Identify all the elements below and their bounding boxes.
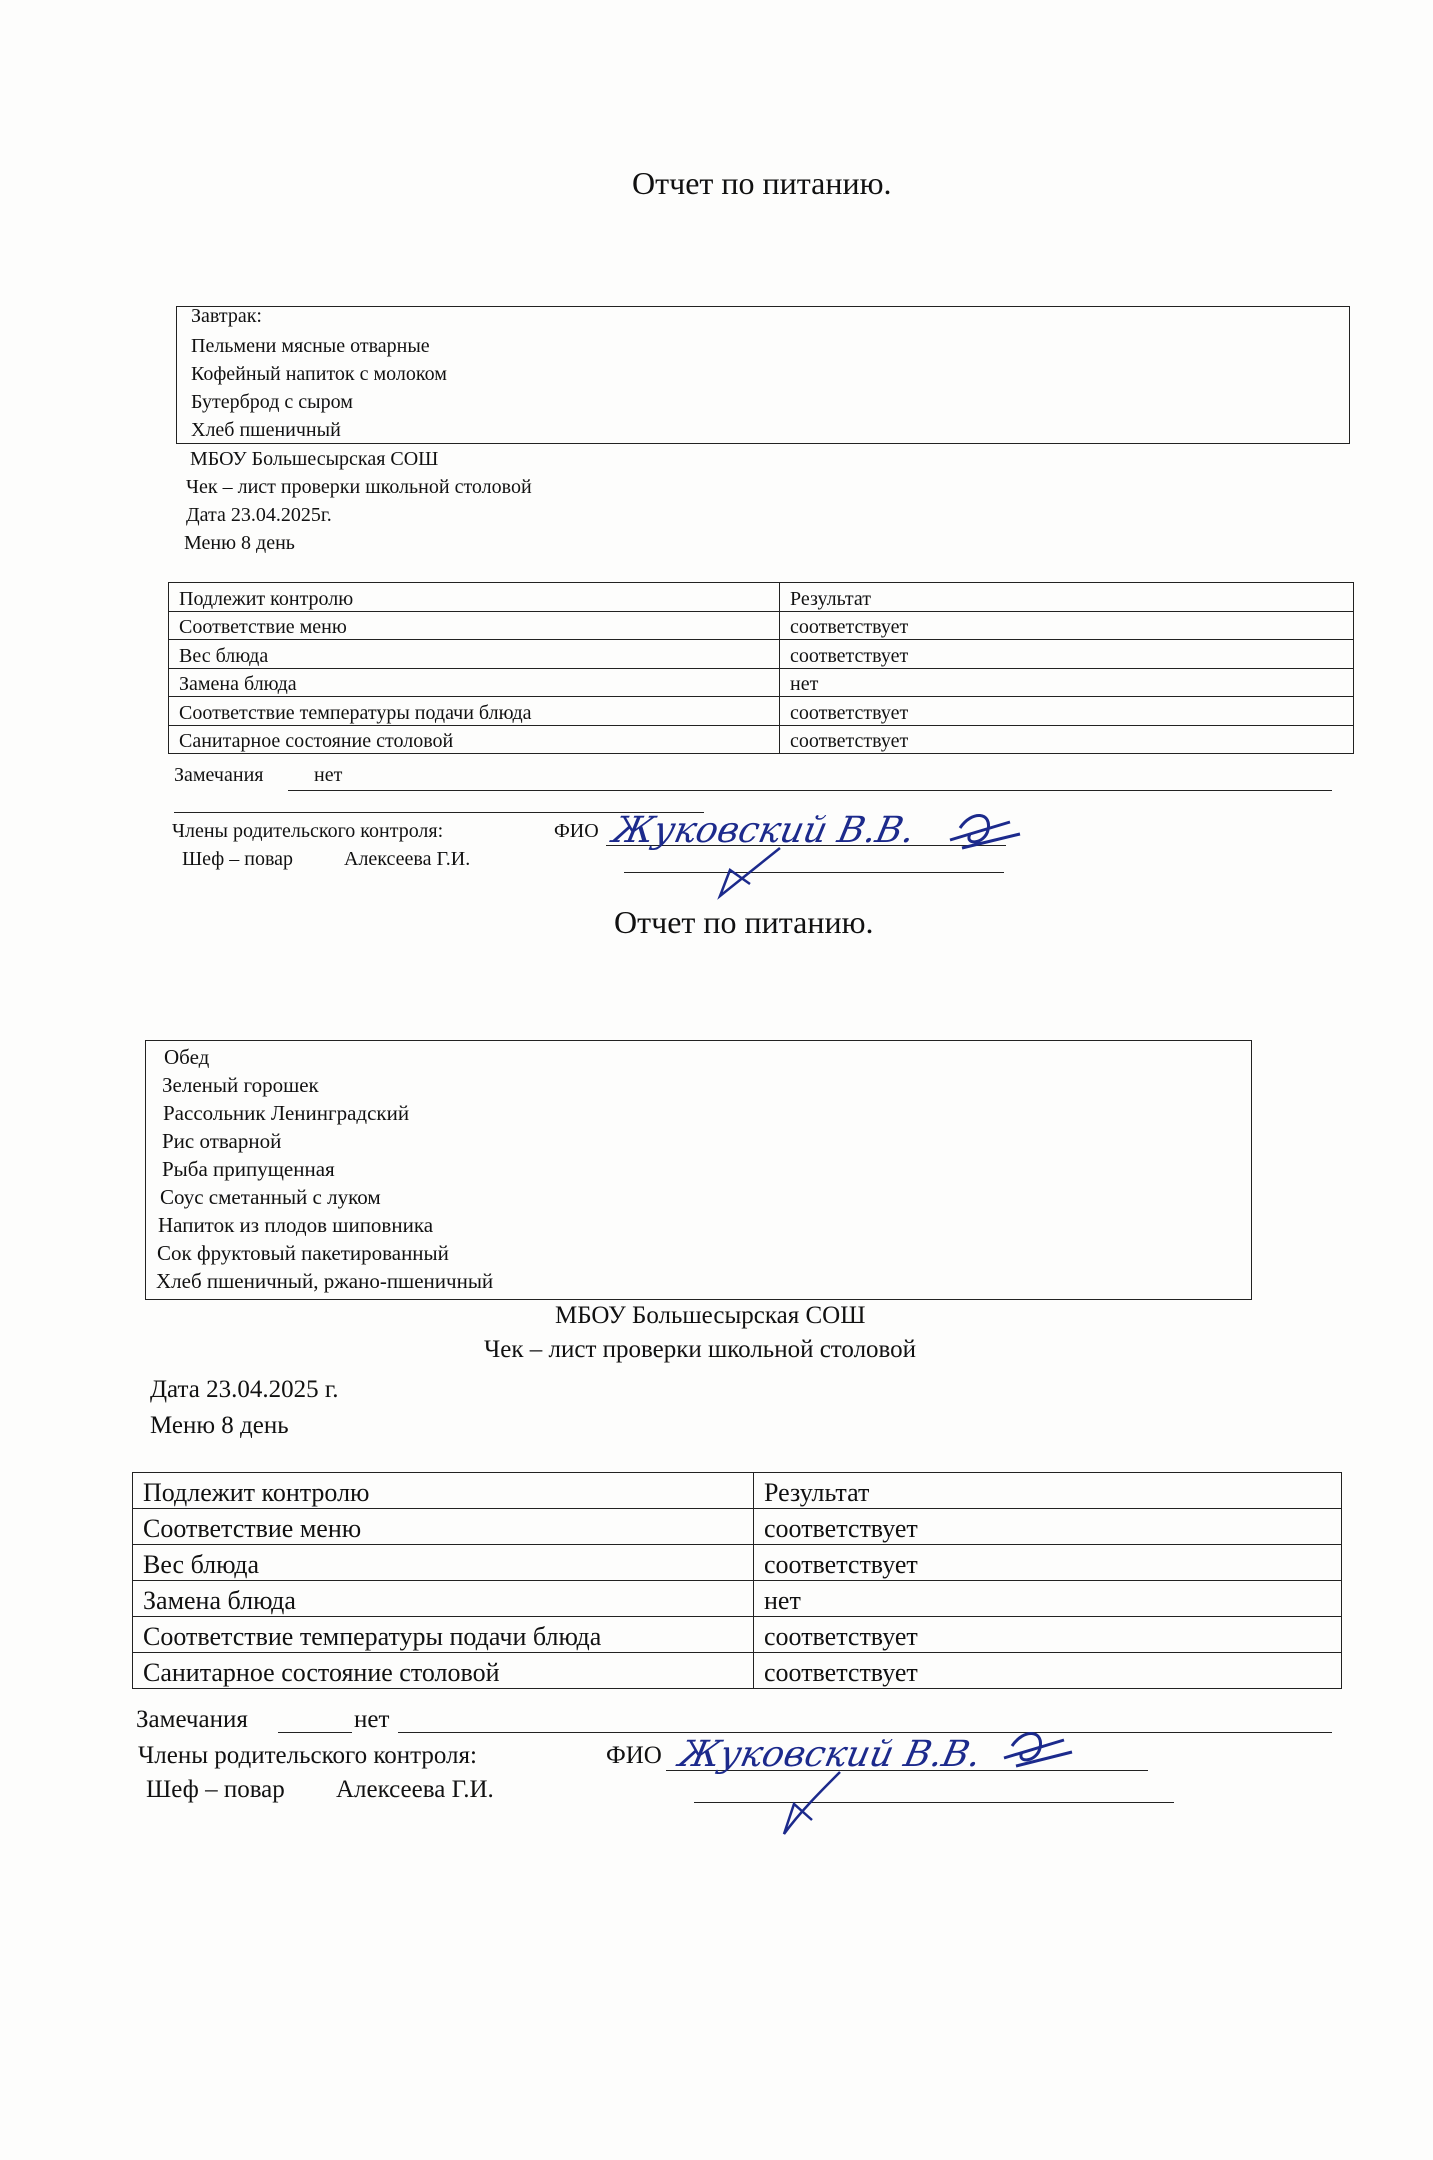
table-row bbox=[169, 697, 1354, 726]
table-row bbox=[169, 611, 1354, 640]
school-name: МБОУ Большесырская СОШ bbox=[555, 1302, 866, 1329]
table-header-row bbox=[169, 583, 1354, 612]
menu-item: Кофейный напиток с молоком bbox=[191, 363, 447, 385]
table-cell: Вес блюда bbox=[169, 640, 780, 669]
table-cell: соответствует bbox=[780, 697, 1354, 726]
menu-item: Соус сметанный с луком bbox=[160, 1185, 381, 1209]
remarks-underline bbox=[278, 1732, 352, 1733]
header-cell: Подлежит контролю bbox=[169, 583, 780, 612]
menu-item: Напиток из плодов шиповника bbox=[158, 1213, 434, 1237]
menu-item: Сок фруктовый пакетированный bbox=[157, 1241, 449, 1265]
table-row bbox=[133, 1653, 1342, 1689]
table-cell: Соответствие меню bbox=[133, 1509, 754, 1545]
remarks-label: Замечания bbox=[174, 764, 264, 786]
table-cell: Санитарное состояние столовой bbox=[133, 1653, 754, 1689]
remarks-value: нет bbox=[314, 764, 343, 786]
table-header-row bbox=[133, 1473, 1342, 1509]
chef-name: Алексеева Г.И. bbox=[336, 1776, 494, 1803]
table-cell: Замена блюда bbox=[169, 668, 780, 697]
table-cell: Вес блюда bbox=[133, 1545, 754, 1581]
chef-label: Шеф – повар bbox=[182, 848, 294, 870]
parents-control-label: Члены родительского контроля: bbox=[138, 1742, 477, 1769]
chef-name: Алексеева Г.И. bbox=[344, 848, 471, 870]
school-name: МБОУ Большесырская СОШ bbox=[190, 448, 439, 470]
table-row bbox=[169, 668, 1354, 697]
remarks-underline bbox=[288, 790, 1332, 791]
handwritten-name: Жуковский В.В. bbox=[675, 1732, 986, 1775]
meal-heading: Обед bbox=[164, 1045, 210, 1069]
menu-item: Хлеб пшеничный bbox=[191, 419, 341, 441]
table-cell: соответствует bbox=[754, 1653, 1342, 1689]
table-cell: соответствует bbox=[754, 1617, 1342, 1653]
table-row bbox=[133, 1581, 1342, 1617]
menu-item: Рассольник Ленинградский bbox=[163, 1101, 410, 1125]
table-cell: соответствует bbox=[780, 611, 1354, 640]
table-cell: нет bbox=[780, 668, 1354, 697]
report-title: Отчет по питанию. bbox=[614, 904, 874, 940]
meal-heading: Завтрак: bbox=[191, 305, 262, 327]
table-row bbox=[169, 725, 1354, 754]
table-cell: соответствует bbox=[780, 725, 1354, 754]
checklist-title: Чек – лист проверки школьной столовой bbox=[484, 1336, 917, 1363]
date-line: Дата 23.04.2025г. bbox=[186, 504, 332, 526]
table-cell: Соответствие температуры подачи блюда bbox=[169, 697, 780, 726]
table-cell: соответствует bbox=[754, 1545, 1342, 1581]
table-row bbox=[133, 1545, 1342, 1581]
table-row bbox=[169, 640, 1354, 669]
header-cell: Результат bbox=[754, 1473, 1342, 1509]
lunch-menu-box bbox=[145, 1040, 1252, 1300]
control-table bbox=[132, 1472, 1342, 1689]
menu-item: Хлеб пшеничный, ржано-пшеничный bbox=[156, 1269, 494, 1293]
control-table bbox=[168, 582, 1354, 754]
menu-item: Зеленый горошек bbox=[162, 1073, 319, 1097]
menu-day-line: Меню 8 день bbox=[184, 532, 295, 554]
table-cell: Соответствие меню bbox=[169, 611, 780, 640]
remarks-value: нет bbox=[354, 1706, 390, 1733]
table-cell: соответствует bbox=[780, 640, 1354, 669]
handwritten-signature bbox=[600, 800, 1040, 910]
handwritten-signature bbox=[660, 1716, 1080, 1846]
date-line: Дата 23.04.2025 г. bbox=[150, 1376, 339, 1403]
breakfast-menu-box bbox=[176, 306, 1350, 444]
header-cell: Подлежит контролю bbox=[133, 1473, 754, 1509]
menu-item: Пельмени мясные отварные bbox=[191, 335, 430, 357]
table-row bbox=[133, 1617, 1342, 1653]
chef-label: Шеф – повар bbox=[146, 1776, 285, 1803]
fio-label: ФИО bbox=[606, 1742, 662, 1769]
report-title: Отчет по питанию. bbox=[632, 165, 892, 201]
handwritten-name: Жуковский В.В. bbox=[609, 808, 919, 851]
table-cell: Санитарное состояние столовой bbox=[169, 725, 780, 754]
table-cell: Соответствие температуры подачи блюда bbox=[133, 1617, 754, 1653]
table-cell: соответствует bbox=[754, 1509, 1342, 1545]
header-cell: Результат bbox=[780, 583, 1354, 612]
table-row bbox=[133, 1509, 1342, 1545]
parents-control-label: Члены родительского контроля: bbox=[172, 820, 444, 842]
menu-item: Бутерброд с сыром bbox=[191, 391, 353, 413]
fio-label: ФИО bbox=[554, 820, 599, 842]
menu-day-line: Меню 8 день bbox=[150, 1412, 289, 1439]
table-cell: нет bbox=[754, 1581, 1342, 1617]
menu-item: Рыба припущенная bbox=[162, 1157, 335, 1181]
table-cell: Замена блюда bbox=[133, 1581, 754, 1617]
remarks-label: Замечания bbox=[136, 1706, 248, 1733]
menu-item: Рис отварной bbox=[162, 1129, 282, 1153]
checklist-title: Чек – лист проверки школьной столовой bbox=[186, 476, 532, 498]
